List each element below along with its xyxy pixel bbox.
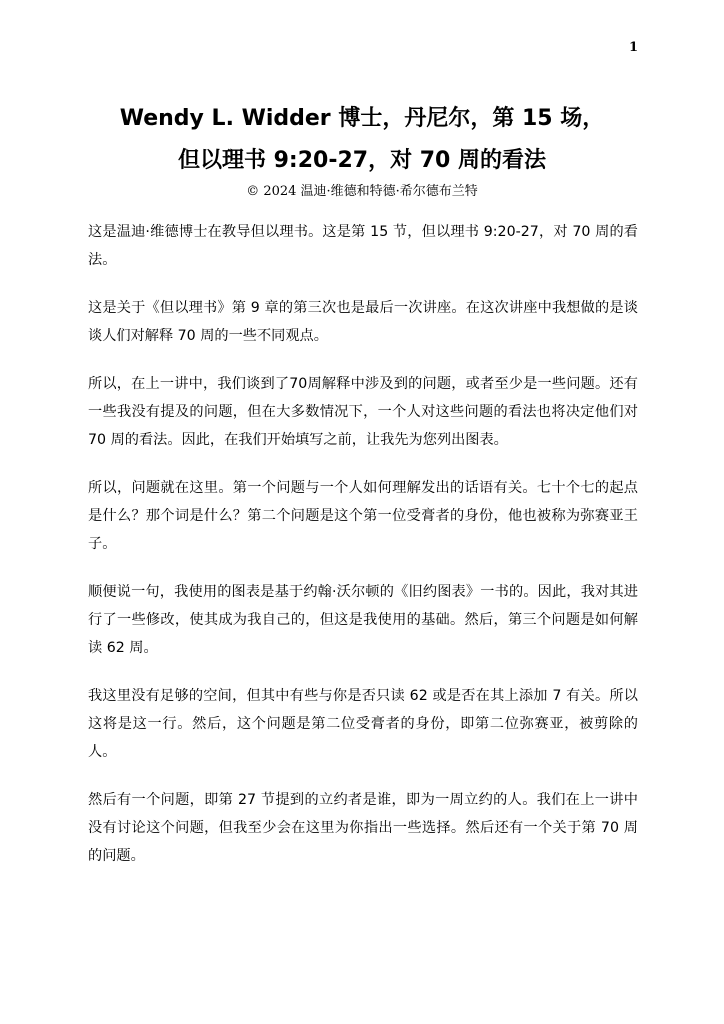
paragraph-1: 这是温迪·维德博士在教导但以理书。这是第 15 节，但以理书 9:20-27，对 70 周的看法。 bbox=[88, 224, 638, 268]
paragraph-3: 所以，在上一讲中，我们谈到了70周解释中涉及到的问题，或者至少是一些问题。还有一些我没有提及的问题，但在大多数情况下，一个人对这些问题的看法也将决定他们对 70 周的看法。因此，在我们开始填写之前，让我先为您列出图表。 bbox=[88, 376, 638, 448]
document-body bbox=[88, 218, 638, 890]
paragraph-4: 所以，问题就在这里。第一个问题与一个人如何理解发出的话语有关。七十个七的起点是什么？那个词是什么？第二个问题是这个第一位受膏者的身份，他也被称为弥赛亚王子。 bbox=[88, 480, 638, 552]
paragraph-6: 我这里没有足够的空间，但其中有些与你是否只读 62 或是否在其上添加 7 有关。所以这将是这一行。然后，这个问题是第二位受膏者的身份，即第二位弥赛亚，被剪除的人。 bbox=[88, 688, 638, 760]
paragraph-5: 顺便说一句，我使用的图表是基于约翰·沃尔顿的《旧约图表》一书的。因此，我对其进行了一些修改，使其成为我自己的，但这是我使用的基础。然后，第三个问题是如何解读 62 周。 bbox=[88, 584, 638, 656]
copyright-line: © 2024 温迪·维德和特德·希尔德布兰特 bbox=[246, 184, 478, 199]
document-header bbox=[0, 98, 724, 202]
paragraph-2: 这是关于《但以理书》第 9 章的第三次也是最后一次讲座。在这次讲座中我想做的是谈谈人们对解释 70 周的一些不同观点。 bbox=[88, 300, 638, 344]
title-line-2: 但以理书 9:20-27，对 70 周的看法 bbox=[177, 148, 547, 173]
page-number: 1 bbox=[628, 40, 638, 55]
paragraph-7: 然后有一个问题，即第 27 节提到的立约者是谁，即为一周立约的人。我们在上一讲中没有讨论这个问题，但我至少会在这里为你指出一些选择。然后还有一个关于第 70 周的问题。 bbox=[88, 792, 638, 864]
title-line-1: Wendy L. Widder 博士，丹尼尔，第 15 场， bbox=[119, 106, 605, 131]
